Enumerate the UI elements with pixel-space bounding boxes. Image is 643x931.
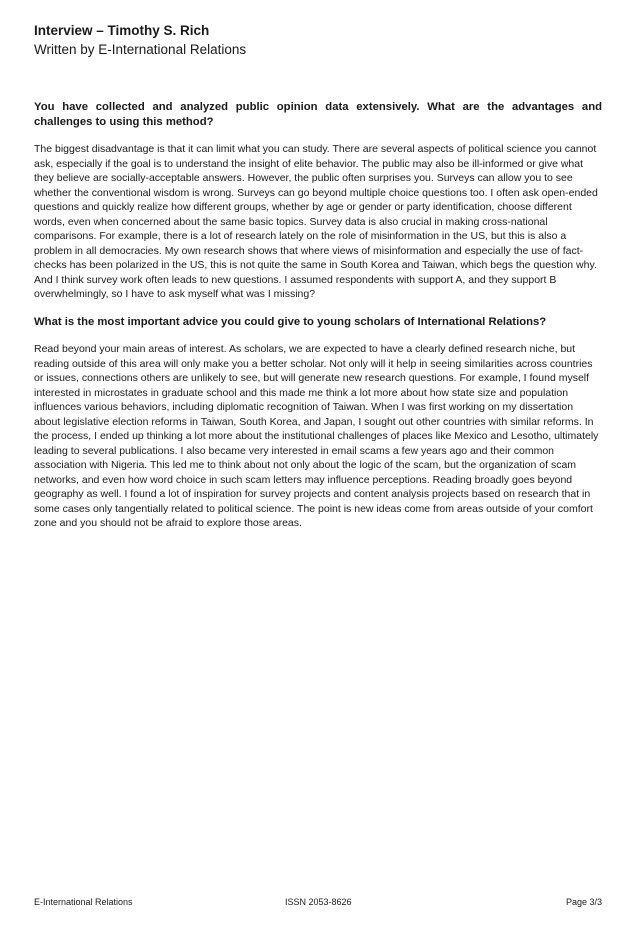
page-footer [34, 897, 602, 909]
question-1: You have collected and analyzed public opinion data extensively. What are the advantages and challenges to using this method? [34, 101, 602, 128]
answer-1: The biggest disadvantage is that it can limit what you can study. There are several aspects of political science you cannot ask, especially if the goal is to understand the insight of elite behavior. The public may also be ill-informed or give what they believe are socially-acceptable answers. However, the public often surprises you. Surveys can allow you to see whether the conventional wisdom is wrong. Surveys can go beyond multiple choice questions too. I often ask open-ended questions and quickly realize how different groups, whether by age or gender or party identification, choose different words, even when concerned about the same basic topics. Survey data is also crucial in making cross-national comparisons. For example, there is a lot of research lately on the role of misinformation in the US, but this is also a problem in all democracies. My own research shows that where views of misinformation and especially the use of fact-checks has been polarized in the US, this is not quite the same in South Korea and Taiwan, which begs the question why. And I think survey work often leads to new questions. I assumed respondents with support A, and they support B overwhelmingly, so I have to ask myself what was I missing? [34, 143, 598, 300]
answer-2: Read beyond your main areas of interest. As scholars, we are expected to have a clearly defined research niche, but reading outside of this area will only make you a better scholar. Not only will it help in seeing similarities across countries or issues, connections others are unlikely to see, but will generate new research questions. For example, I found myself interested in microstates in graduate school and this made me think a lot more about how state size and population influences various behaviors, including diplomatic recognition of Taiwan. When I was first working on my dissertation about legislative election reforms in Taiwan, South Korea, and Japan, I sought out other countries with similar reforms. In the process, I ended up thinking a lot more about the institutional challenges of places like Mexico and Lesotho, ultimately leading to several publications. I also became very interested in email scams a few years ago and their common association with Nigeria. This led me to think about not only about the logic of the scam, but the organization of scam networks, and even how word choice in such scam letters may influence perceptions. Reading broadly goes beyond geography as well. I found a lot of inspiration for survey projects and content analysis projects based on research that in some cases only tangentially related to political science. The point is new ideas come from areas outside of your comfort zone and you should not be afraid to explore those areas. [34, 343, 599, 529]
article-body [34, 100, 602, 544]
article-title: Interview – Timothy S. Rich [34, 23, 210, 38]
article-byline: Written by E-International Relations [34, 42, 247, 57]
footer-page-number: Page 3/3 [565, 897, 602, 907]
footer-publisher: E-International Relations [34, 897, 133, 907]
question-2: What is the most important advice you could give to young scholars of International Relations? [34, 315, 547, 328]
footer-issn: ISSN 2053-8626 [285, 897, 352, 907]
